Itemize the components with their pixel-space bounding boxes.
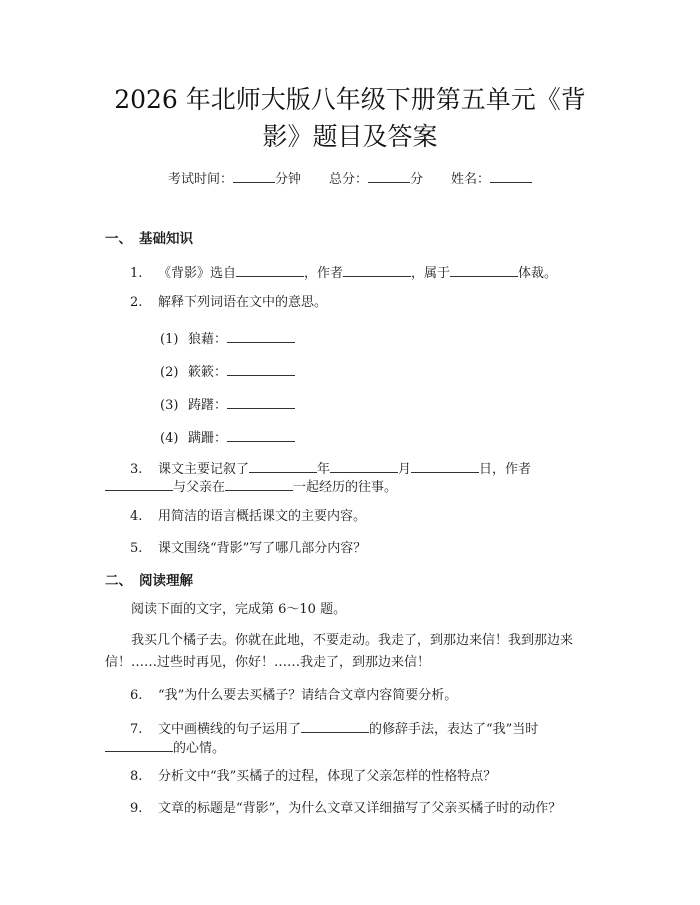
section-heading-reading — [105, 572, 193, 590]
name-blank[interactable] — [490, 168, 532, 183]
score-unit: 分 — [410, 172, 424, 187]
exam-meta — [0, 168, 700, 189]
question-number: 4. — [130, 509, 143, 524]
question-2-item-3 — [160, 394, 295, 415]
reading-passage: 我买几个橘子去。你就在此地，不要走动。我走了，到那边来信！我到那边来信！……过些时再见，你好！……我走了，到那边来信！ — [105, 633, 574, 670]
item-word: 狼藉： — [188, 332, 228, 347]
item-word: 踌躇： — [188, 398, 228, 413]
answer-blank[interactable] — [301, 718, 369, 733]
section-number: 一、 — [105, 231, 132, 247]
item-number: (2) — [160, 365, 179, 380]
answer-blank[interactable] — [236, 262, 304, 277]
question-text: 月 — [398, 462, 412, 477]
item-number: (3) — [160, 398, 179, 413]
answer-blank[interactable] — [249, 458, 317, 473]
question-2 — [130, 294, 600, 312]
question-6 — [130, 687, 600, 705]
answer-blank[interactable] — [450, 262, 518, 277]
section-title: 阅读理解 — [139, 573, 193, 589]
question-text: 的心情。 — [173, 741, 226, 756]
question-3-continued — [105, 476, 575, 497]
question-2-item-4 — [160, 427, 295, 448]
question-4 — [130, 508, 600, 526]
section-title: 基础知识 — [139, 231, 193, 247]
section-heading-basic — [105, 230, 193, 248]
question-text: 文中画横线的句子运用了 — [158, 722, 302, 737]
score-blank[interactable] — [368, 168, 410, 183]
question-text: 分析文中“我”买橘子的过程，体现了父亲怎样的性格特点？ — [158, 769, 497, 784]
question-text: 《背影》选自 — [158, 266, 237, 281]
question-number: 3. — [130, 462, 143, 477]
answer-blank[interactable] — [105, 476, 173, 491]
question-text: 年 — [317, 462, 331, 477]
document-title-line-1: 2026 年北师大版八年级下册第五单元《背 — [114, 85, 586, 114]
question-text: 课文主要记叙了 — [158, 462, 250, 477]
answer-blank[interactable] — [227, 361, 295, 376]
time-unit: 分钟 — [274, 172, 301, 187]
answer-blank[interactable] — [227, 394, 295, 409]
answer-blank[interactable] — [343, 262, 411, 277]
question-text: 与父亲在 — [173, 480, 226, 495]
item-number: (1) — [160, 332, 179, 347]
score-label: 总分： — [328, 172, 368, 187]
question-text: 一起经历的往事。 — [293, 480, 398, 495]
item-number: (4) — [160, 431, 179, 446]
answer-blank[interactable] — [225, 476, 293, 491]
reading-intro: 阅读下面的文字，完成第 6～10 题。 — [131, 602, 347, 617]
question-number: 8. — [130, 769, 143, 784]
item-word: 簌簌： — [188, 365, 228, 380]
section-number: 二、 — [105, 573, 132, 589]
question-number: 2. — [130, 295, 143, 310]
question-text: 日，作者 — [479, 462, 532, 477]
question-text: “我”为什么要去买橘子？请结合文章内容简要分析。 — [158, 688, 458, 703]
question-5 — [130, 540, 600, 558]
answer-blank[interactable] — [227, 328, 295, 343]
name-label: 姓名： — [451, 172, 491, 187]
question-text: 文章的标题是“背影”，为什么文章又详细描写了父亲买橘子时的动作？ — [158, 801, 562, 816]
answer-blank[interactable] — [411, 458, 479, 473]
question-text: ，作者 — [304, 266, 344, 281]
question-text: 用简洁的语言概括课文的主要内容。 — [158, 509, 367, 524]
question-number: 9. — [130, 801, 143, 816]
answer-blank[interactable] — [330, 458, 398, 473]
question-2-item-2 — [160, 361, 295, 382]
question-text: 的修辞手法，表达了“我”当时 — [369, 722, 539, 737]
question-7 — [130, 718, 600, 739]
question-number: 6. — [130, 688, 143, 703]
question-number: 1. — [130, 266, 143, 281]
question-text: 体裁。 — [518, 266, 558, 281]
answer-blank[interactable] — [105, 737, 173, 752]
question-9 — [130, 800, 610, 818]
time-label: 考试时间： — [167, 172, 233, 187]
question-2-item-1 — [160, 328, 295, 349]
question-text: 解释下列词语在文中的意思。 — [158, 295, 328, 310]
answer-blank[interactable] — [227, 427, 295, 442]
question-7-continued — [105, 737, 575, 758]
question-8 — [130, 768, 600, 786]
question-text: 课文围绕“背影”写了哪几部分内容？ — [158, 541, 367, 556]
document-title-line-2: 影》题目及答案 — [262, 122, 438, 151]
question-number: 5. — [130, 541, 143, 556]
time-blank[interactable] — [233, 168, 275, 183]
item-word: 蹒跚： — [188, 431, 228, 446]
question-1 — [130, 262, 600, 283]
question-text: ，属于 — [411, 266, 451, 281]
question-number: 7. — [130, 722, 143, 737]
